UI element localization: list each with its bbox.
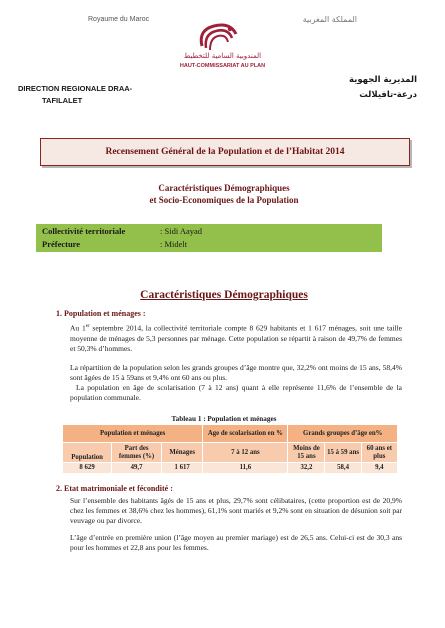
th-15-59: 15 à 59 ans <box>325 443 361 463</box>
section1-para3: La population en âge de scolarisation (7 à 12 ans) quant à elle représente 11,6% de l’ensemble de la population communale. <box>70 383 402 402</box>
section2-para2: L’âge d’entrée en première union (l’âge moyen au premier mariage) est de 26,5 ans. Celui-ci est de 30,3 ans pour les hommes et 22,8 ans pour les femmes. <box>70 533 402 552</box>
th-grands-groupes: Grands groupes d’âge en% <box>288 425 398 443</box>
country-name-fr: Royaume du Maroc <box>88 16 150 23</box>
th-part-femmes: Part des femmes (%) <box>112 443 162 463</box>
td-part-femmes: 49,7 <box>112 463 162 474</box>
th-age-scolarisation: Age de scolarisation en % <box>203 425 288 443</box>
td-population: 8 629 <box>63 463 112 474</box>
hcp-logo-icon <box>196 20 242 54</box>
document-title: Recensement Général de la Population et de l’Habitat 2014 <box>40 138 410 166</box>
logo-text-ar: المندوبية السامية للتخطيط <box>183 52 262 60</box>
td-7-12-ans: 11,6 <box>203 463 288 474</box>
territory-info-bar <box>36 224 382 252</box>
country-name-ar: المملكة المغربية <box>302 15 357 24</box>
th-moins-15: Moins de 15 ans <box>288 443 325 463</box>
table-caption: Tableau 1 : Population et ménages <box>171 415 277 423</box>
td-60-plus: 9,4 <box>361 463 397 474</box>
section1-para1: Au 1er septembre 2014, la collectivité territoriale compte 8 629 habitants et 1 617 ménages, soit une taille moyenne de ménages de 5,3 personnes par ménage. Cette population se répartit à raison de 49,7% de femmes et 50,3% d’hommes. <box>70 323 402 353</box>
td-15-59: 58,4 <box>325 463 361 474</box>
section-title: Caractéristiques Démographiques <box>140 289 308 301</box>
population-table <box>62 424 398 474</box>
th-population: Population <box>63 443 112 463</box>
logo-text-fr: HAUT-COMMISSARIAT AU PLAN <box>179 63 266 69</box>
info-row-prefecture: Préfecture : Midelt <box>42 239 188 249</box>
th-60-plus: 60 ans et plus <box>361 443 397 463</box>
section1-heading: 1. Population et ménages : <box>56 309 146 318</box>
section1-para2: La répartition de la population selon les grands groupes d’âge montre que, 32,2% ont moins de 15 ans, 58,4% sont âgées de 15 à 59ans et 9,4% ont 60 ans ou plus. <box>70 363 402 382</box>
section2-heading: 2. Etat matrimoniale et fécondité : <box>56 484 173 493</box>
th-menages: Ménages <box>161 443 202 463</box>
document-subtitle: Caractéristiques Démographiques et Socio-Economiques de la Population <box>149 183 299 205</box>
th-population-menages: Population et ménages <box>63 425 203 443</box>
td-menages: 1 617 <box>161 463 202 474</box>
td-moins-15: 32,2 <box>288 463 325 474</box>
direction-ar: المديرية الجهوية درعة-تافيلالت <box>348 75 417 100</box>
th-7-12-ans: 7 à 12 ans <box>203 443 288 463</box>
direction-fr: DIRECTION REGIONALE DRAA- TAFILALET <box>18 84 133 105</box>
section2-para1: Sur l’ensemble des habitants âgés de 15 ans et plus, 29,7% sont célibataires, (cette proportion est de 20,9% chez les femmes et 38,6% chez les hommes), 61,1% sont mariés et 9,2% sont en situation de désunion soit par veuvage ou par divorce. <box>70 496 402 525</box>
info-row-collectivite: Collectivité territoriale : Sidi Aayad <box>42 226 203 236</box>
